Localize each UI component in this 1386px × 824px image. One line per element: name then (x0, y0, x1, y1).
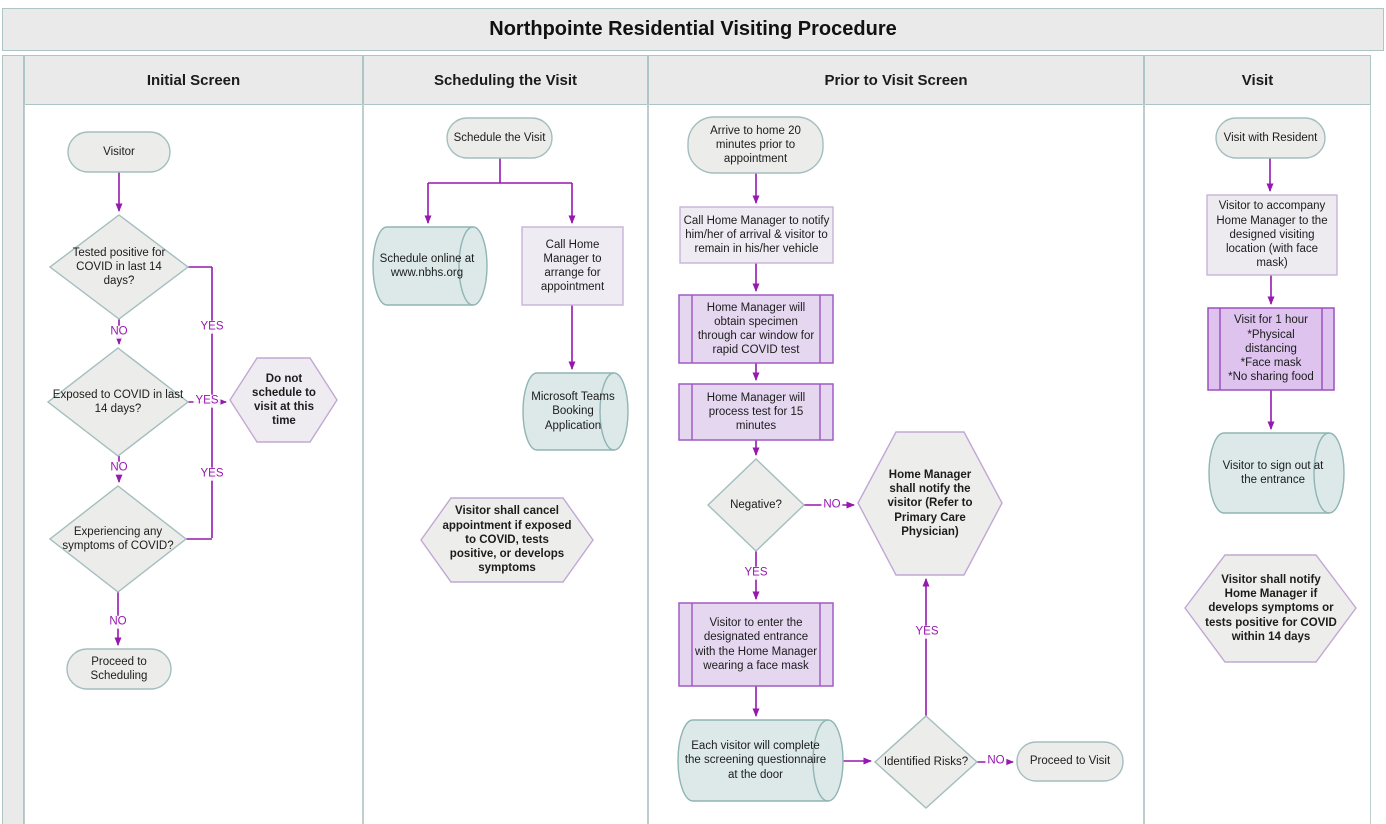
edge-label-exposed-no: NO (110, 461, 128, 474)
node-do-not-schedule: Do not schedule to visit at this time (252, 372, 316, 428)
node-notify-arrival: Call Home Manager to notify him/her of arrival & visitor to remain in his/her vehicle (683, 214, 830, 256)
node-visit-hour: Visit for 1 hour *Physical distancing *Face mask *No sharing food (1228, 314, 1314, 384)
node-symptoms: Experiencing any symptoms of COVID? (62, 525, 174, 552)
shape-accompany-process (1207, 195, 1337, 275)
page-title: Northpointe Residential Visiting Procedure (2, 8, 1384, 51)
shape-proceed-visit-terminator (1017, 742, 1123, 781)
node-arrive: Arrive to home 20 minutes prior to appointment (710, 124, 801, 166)
shape-notify-arrival-process (680, 207, 833, 263)
edge-label-symptoms-yes: YES (200, 467, 224, 480)
shape-visit-hour-subprocess (1208, 308, 1334, 390)
node-accompany: Visitor to accompany Home Manager to the designed visiting location (with face mask) (1216, 200, 1328, 270)
shape-notify-visitor-hexagon (858, 432, 1002, 575)
node-signout: Visitor to sign out at the entrance (1222, 459, 1324, 486)
shape-proceed-scheduling-terminator (67, 649, 171, 689)
lane-header-visit: Visit (1144, 55, 1371, 105)
node-identified-risks: Identified Risks? (883, 755, 969, 768)
edge-label-symptoms-no: NO (109, 615, 127, 628)
shape-exposed-decision (48, 348, 188, 456)
node-questionnaire: Each visitor will complete the screening questionnaire at the door (684, 740, 827, 781)
node-teams: Microsoft Teams Booking Application (531, 391, 615, 432)
node-proceed-visit: Proceed to Visit (1029, 755, 1111, 768)
node-schedule-online: Schedule online at www.nbhs.org (379, 252, 475, 279)
node-notify-visitor: Home Manager shall notify the visitor (Refer to Primary Care Physician) (887, 468, 973, 538)
edge-label-tested-yes: YES (200, 320, 224, 333)
node-visit-resident: Visit with Resident (1223, 131, 1318, 144)
lane-header-scheduling-the-visit: Scheduling the Visit (363, 55, 648, 105)
shape-identified-risks-decision (875, 716, 977, 808)
shape-schedule-visit-terminator (447, 118, 552, 158)
shape-process-test-subprocess (679, 384, 833, 440)
edge-label-risks-yes: YES (915, 625, 939, 638)
edge-label-risks-no: NO (987, 754, 1005, 767)
shape-call-hm-process (522, 227, 623, 305)
shape-do-not-schedule-hexagon (230, 358, 337, 442)
node-notify-14days: Visitor shall notify Home Manager if develops symptoms or tests positive for COVID within 14 days (1205, 573, 1337, 643)
node-enter-entrance: Visitor to enter the designated entrance with the Home Manager wearing a face mask (694, 617, 818, 672)
edge-label-exposed-yes: YES (195, 394, 219, 407)
edge-label-negative-no: NO (823, 498, 841, 511)
node-visitor: Visitor (103, 145, 135, 158)
lane-header-initial-screen: Initial Screen (24, 55, 363, 105)
node-tested-positive: Tested positive for COVID in last 14 days? (72, 246, 166, 288)
edge-label-negative-yes: YES (744, 566, 768, 579)
shape-symptoms-decision (50, 486, 186, 592)
node-specimen: Home Manager will obtain specimen through car window for rapid COVID test (697, 301, 815, 357)
shape-questionnaire-cylinder (678, 720, 843, 801)
shape-negative-decision (708, 459, 804, 551)
node-call-hm: Call Home Manager to arrange for appointment (540, 238, 605, 294)
shape-enter-entrance-subprocess (679, 603, 833, 686)
shape-visit-resident-terminator (1216, 118, 1325, 158)
shape-cancel-hexagon (421, 498, 593, 582)
node-exposed: Exposed to COVID in last 14 days? (52, 388, 184, 415)
node-proceed-scheduling: Proceed to Scheduling (90, 655, 148, 682)
shape-signout-cylinder (1209, 433, 1344, 513)
edge-label-tested-no: NO (110, 325, 128, 338)
shape-notify-14days-hexagon (1185, 555, 1356, 662)
node-negative: Negative? (730, 498, 782, 511)
node-schedule-visit: Schedule the Visit (453, 131, 546, 144)
shape-visitor-terminator (68, 132, 170, 172)
shape-tested-positive-decision (50, 215, 188, 319)
node-cancel: Visitor shall cancel appointment if exposed to COVID, tests positive, or develops symptoms (442, 505, 572, 575)
shape-teams-cylinder (523, 373, 628, 450)
lane-header-prior-to-visit: Prior to Visit Screen (648, 55, 1144, 105)
shape-specimen-subprocess (679, 295, 833, 363)
shape-schedule-online-cylinder (373, 227, 487, 305)
node-process-test: Home Manager will process test for 15 minutes (706, 391, 806, 433)
shape-arrive-terminator (688, 117, 823, 173)
